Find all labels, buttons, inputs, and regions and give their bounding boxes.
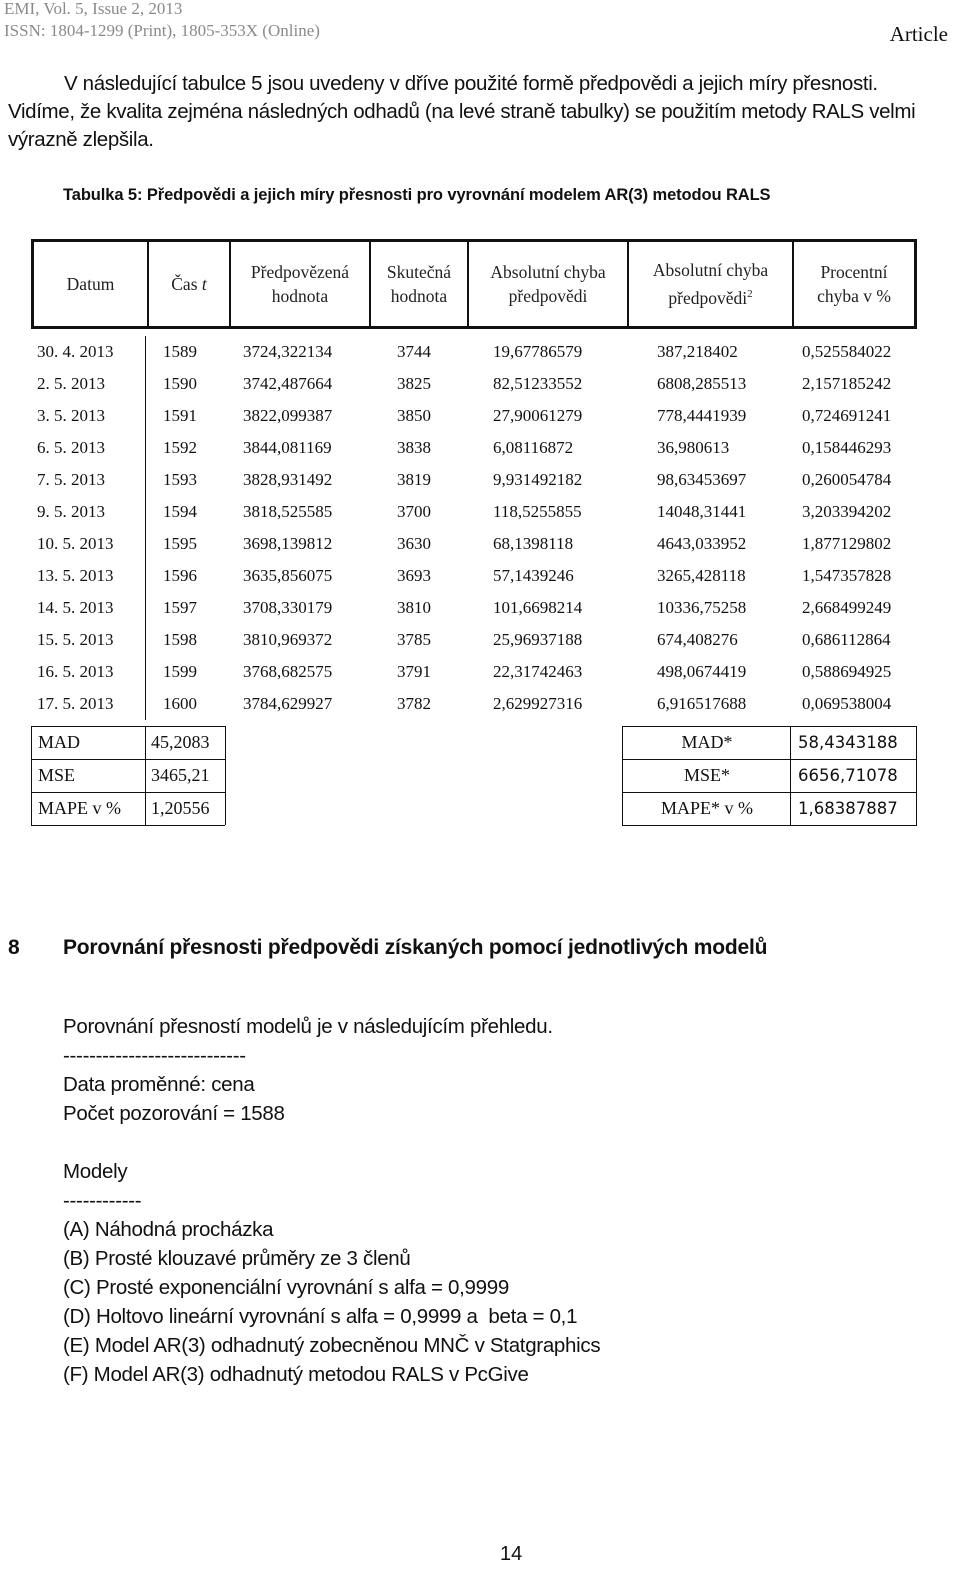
header-cas: Čas t xyxy=(171,274,207,294)
cell-actual: 3693 xyxy=(397,566,431,585)
intro-line: Vidíme, že kvalita zejména následných odhadů (na levé straně tabulky) se použitím metody RALS velmi xyxy=(8,100,916,123)
cell-time: 1591 xyxy=(163,406,197,425)
journal-issn: ISSN: 1804-1299 (Print), 1805-353X (Online) xyxy=(4,21,320,40)
model-list-item: (A) Náhodná procházka xyxy=(63,1218,274,1241)
cell-abs-error: 57,1439246 xyxy=(493,566,574,585)
cell-pct-error: 0,260054784 xyxy=(802,470,892,489)
cell-actual: 3819 xyxy=(397,470,431,489)
cell-abs-error: 22,31742463 xyxy=(493,662,583,681)
cell-date: 13. 5. 2013 xyxy=(37,566,114,585)
cell-sq-error: 6,916517688 xyxy=(657,694,747,713)
summary-value: 1,20556 xyxy=(151,798,210,818)
summary-value: 45,2083 xyxy=(151,732,210,752)
header-predpovezena: Předpovězená hodnota xyxy=(250,262,350,306)
cell-abs-error: 2,629927316 xyxy=(493,694,583,713)
article-label: Article xyxy=(889,22,948,46)
cell-time: 1590 xyxy=(163,374,197,393)
cell-abs-error: 118,5255855 xyxy=(493,502,582,521)
cell-forecast: 3784,629927 xyxy=(243,694,333,713)
cell-sq-error: 3265,428118 xyxy=(657,566,746,585)
cell-sq-error: 10336,75258 xyxy=(657,598,747,617)
summary-value: 1,68387887 xyxy=(798,799,898,818)
cell-forecast: 3818,525585 xyxy=(243,502,333,521)
table-row xyxy=(0,560,960,592)
cell-sq-error: 674,408276 xyxy=(657,630,738,649)
cell-abs-error: 101,6698214 xyxy=(493,598,583,617)
table-row xyxy=(0,624,960,656)
summary-label: MAPE v % xyxy=(38,798,122,818)
cell-time: 1594 xyxy=(163,502,197,521)
cell-pct-error: 2,157185242 xyxy=(802,374,892,393)
summary-rule xyxy=(225,726,226,825)
cell-abs-error: 27,90061279 xyxy=(493,406,583,425)
cell-date: 2. 5. 2013 xyxy=(37,374,105,393)
cell-abs-error: 25,96937188 xyxy=(493,630,583,649)
table-row xyxy=(0,688,960,720)
body-line: Modely xyxy=(63,1160,128,1183)
table-row xyxy=(0,592,960,624)
cell-date: 3. 5. 2013 xyxy=(37,406,105,425)
table-row xyxy=(0,368,960,400)
table-row xyxy=(0,336,960,368)
summary-label: MAD* xyxy=(681,732,733,752)
cell-sq-error: 98,63453697 xyxy=(657,470,747,489)
cell-time: 1589 xyxy=(163,342,197,361)
summary-label: MAPE* v % xyxy=(660,798,753,818)
body-line: Počet pozorování = 1588 xyxy=(63,1102,285,1125)
cell-sq-error: 14048,31441 xyxy=(657,502,747,521)
cell-pct-error: 0,588694925 xyxy=(802,662,892,681)
cell-actual: 3810 xyxy=(397,598,431,617)
cell-date: 10. 5. 2013 xyxy=(37,534,114,553)
model-list-item: (E) Model AR(3) odhadnutý zobecněnou MNČ v Statgraphics xyxy=(63,1334,601,1357)
cell-pct-error: 0,158446293 xyxy=(802,438,892,457)
cell-forecast: 3828,931492 xyxy=(243,470,333,489)
cell-sq-error: 6808,285513 xyxy=(657,374,747,393)
cell-forecast: 3708,330179 xyxy=(243,598,333,617)
model-list-item: (B) Prosté klouzavé průměry ze 3 členů xyxy=(63,1247,411,1270)
table-row xyxy=(0,464,960,496)
cell-forecast: 3635,856075 xyxy=(243,566,333,585)
cell-forecast: 3724,322134 xyxy=(243,342,333,361)
header-procentni: Procentní chyba v % xyxy=(817,262,891,306)
cell-pct-error: 1,877129802 xyxy=(802,534,892,553)
summary-value: 58,4343188 xyxy=(798,733,898,752)
header-abs-chyba: Absolutní chyba předpovědi xyxy=(490,262,606,306)
cell-time: 1592 xyxy=(163,438,197,457)
summary-rule xyxy=(31,726,32,825)
model-list-item: (C) Prosté exponenciální vyrovnání s alfa = 0,9999 xyxy=(63,1276,509,1299)
body-line: ------------ xyxy=(63,1189,142,1212)
cell-forecast: 3698,139812 xyxy=(243,534,333,553)
section-body xyxy=(63,1012,600,1389)
table-caption: Tabulka 5: Předpovědi a jejich míry přesnosti pro vyrovnání modelem AR(3) metodou RALS xyxy=(63,186,771,204)
model-list-item: (F) Model AR(3) odhadnutý metodou RALS v PcGive xyxy=(63,1363,529,1386)
journal-title: EMI, Vol. 5, Issue 2, 2013 xyxy=(4,0,183,18)
column-divider xyxy=(145,336,146,720)
cell-time: 1596 xyxy=(163,566,197,585)
cell-pct-error: 0,069538004 xyxy=(802,694,892,713)
summary-rule xyxy=(790,726,791,825)
cell-abs-error: 82,51233552 xyxy=(493,374,583,393)
cell-date: 14. 5. 2013 xyxy=(37,598,114,617)
cell-date: 17. 5. 2013 xyxy=(37,694,114,713)
cell-time: 1597 xyxy=(163,598,197,617)
cell-forecast: 3810,969372 xyxy=(243,630,333,649)
cell-actual: 3785 xyxy=(397,630,431,649)
cell-time: 1595 xyxy=(163,534,197,553)
summary-rule xyxy=(622,726,623,825)
header-abs-chyba-sq: Absolutní chyba předpovědi$^2$ xyxy=(652,260,769,308)
cell-abs-error: 9,931492182 xyxy=(493,470,583,489)
cell-actual: 3700 xyxy=(397,502,431,521)
cell-sq-error: 387,218402 xyxy=(657,342,738,361)
summary-value: 3465,21 xyxy=(151,765,210,785)
summary-rule xyxy=(916,726,917,825)
cell-date: 6. 5. 2013 xyxy=(37,438,105,457)
cell-actual: 3825 xyxy=(397,374,431,393)
section-title: Porovnání přesnosti předpovědi získaných pomocí jednotlivých modelů xyxy=(63,936,768,959)
table-row xyxy=(0,432,960,464)
cell-date: 30. 4. 2013 xyxy=(37,342,114,361)
cell-sq-error: 4643,033952 xyxy=(657,534,747,553)
cell-forecast: 3844,081169 xyxy=(243,438,332,457)
cell-pct-error: 3,203394202 xyxy=(802,502,892,521)
cell-actual: 3744 xyxy=(397,342,431,361)
summary-label: MAD xyxy=(38,732,81,752)
cell-actual: 3791 xyxy=(397,662,431,681)
body-line: Data proměnné: cena xyxy=(63,1073,255,1096)
cell-pct-error: 0,525584022 xyxy=(802,342,892,361)
intro-paragraph xyxy=(8,70,953,154)
cell-pct-error: 1,547357828 xyxy=(802,566,892,585)
summary-value: 6656,71078 xyxy=(798,766,898,785)
cell-time: 1598 xyxy=(163,630,197,649)
intro-line: výrazně zlepšila. xyxy=(8,128,154,151)
cell-sq-error: 778,4441939 xyxy=(657,406,747,425)
page-number: 14 xyxy=(500,1543,523,1565)
cell-pct-error: 2,668499249 xyxy=(802,598,892,617)
summary-rule xyxy=(145,726,146,825)
cell-time: 1599 xyxy=(163,662,197,681)
cell-forecast: 3822,099387 xyxy=(243,406,333,425)
body-line: ---------------------------- xyxy=(63,1044,246,1067)
cell-date: 7. 5. 2013 xyxy=(37,470,105,489)
summary-label: MSE xyxy=(38,765,76,785)
cell-time: 1600 xyxy=(163,694,197,713)
cell-forecast: 3768,682575 xyxy=(243,662,333,681)
table-row xyxy=(0,656,960,688)
cell-actual: 3838 xyxy=(397,438,431,457)
cell-pct-error: 0,724691241 xyxy=(802,406,892,425)
cell-pct-error: 0,686112864 xyxy=(802,630,891,649)
cell-sq-error: 498,0674419 xyxy=(657,662,747,681)
summary-rule xyxy=(622,825,917,826)
cell-date: 15. 5. 2013 xyxy=(37,630,114,649)
table-header xyxy=(31,239,917,329)
header-skutecna: Skutečná hodnota xyxy=(386,262,452,306)
intro-line: V následující tabulce 5 jsou uvedeny v dříve použité formě předpovědi a jejich míry přesnosti. xyxy=(64,72,878,95)
cell-actual: 3850 xyxy=(397,406,431,425)
header-datum: Datum xyxy=(66,274,115,294)
cell-forecast: 3742,487664 xyxy=(243,374,333,393)
cell-date: 9. 5. 2013 xyxy=(37,502,105,521)
cell-abs-error: 19,67786579 xyxy=(493,342,583,361)
cell-actual: 3630 xyxy=(397,534,431,553)
table-row xyxy=(0,528,960,560)
table-row xyxy=(0,496,960,528)
summary-rule xyxy=(31,825,225,826)
body-line: Porovnání přesností modelů je v následujícím přehledu. xyxy=(63,1015,553,1038)
model-list-item: (D) Holtovo lineární vyrovnání s alfa = 0,9999 a beta = 0,1 xyxy=(63,1305,578,1328)
cell-actual: 3782 xyxy=(397,694,431,713)
journal-header xyxy=(4,0,320,42)
cell-abs-error: 6,08116872 xyxy=(493,438,574,457)
cell-date: 16. 5. 2013 xyxy=(37,662,114,681)
summary-label: MSE* xyxy=(683,765,730,785)
table-row xyxy=(0,400,960,432)
cell-sq-error: 36,980613 xyxy=(657,438,730,457)
section-number: 8 xyxy=(8,936,20,959)
spacer xyxy=(63,1128,600,1157)
cell-abs-error: 68,1398118 xyxy=(493,534,574,553)
cell-time: 1593 xyxy=(163,470,197,489)
section-heading xyxy=(8,936,767,960)
